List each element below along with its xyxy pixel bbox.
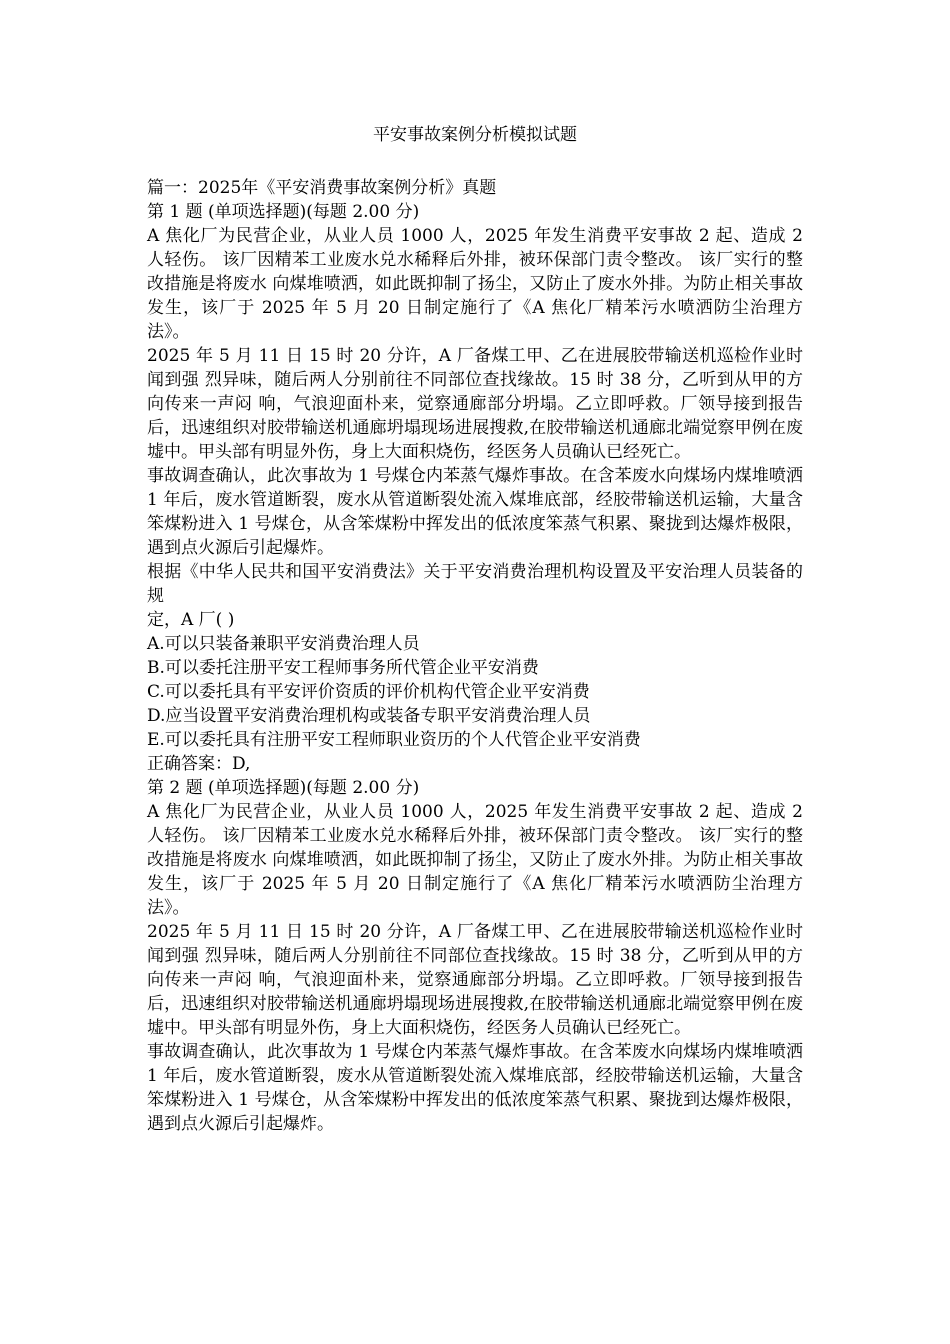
question-1-paragraph-3: 事故调查确认，此次事故为 1 号煤仓内苯蒸气爆炸事故。在含苯废水向煤场内煤堆喷洒 1 年后，废水管道断裂，废水从管道断裂处流入煤堆底部，经胶带输送机运输，大量含笨煤粉进入 1 号煤仓，从含笨煤粉中挥发出的低浓度笨蒸气积累、聚拢到达爆炸极限，遇到点火源后引起爆炸。: [147, 466, 803, 558]
question-1-option-b: B.可以委托注册平安工程师事务所代管企业平安消费: [147, 658, 539, 678]
question-2-paragraph-1: A 焦化厂为民营企业，从业人员 1000 人，2025 年发生消费平安事故 2 起、造成 2 人轻伤。 该厂因精苯工业废水兑水稀释后外排，被环保部门责令整改。 该厂实行的整改措施是将废水 向煤堆喷洒，如此既抑制了扬尘，又防止了废水外排。为防止相关事故发生，该厂于 2025 年 5 月 20 日制定施行了《A 焦化厂精苯污水喷洒防尘治理方法》。: [147, 802, 803, 918]
question-2-paragraph-3: 事故调查确认，此次事故为 1 号煤仓内苯蒸气爆炸事故。在含苯废水向煤场内煤堆喷洒 1 年后，废水管道断裂，废水从管道断裂处流入煤堆底部，经胶带输送机运输，大量含笨煤粉进入 1 号煤仓，从含笨煤粉中挥发出的低浓度笨蒸气积累、聚拢到达爆炸极限，遇到点火源后引起爆炸。: [147, 1042, 803, 1134]
question-2-header: 第 2 题 (单项选择题)(每题 2.00 分): [147, 778, 420, 798]
document-page: [147, 120, 803, 1136]
question-2-paragraph-2: 2025 年 5 月 11 日 15 时 20 分许，A 厂备煤工甲、乙在进展胶带输送机巡检作业时闻到强 烈异味，随后两人分别前往不同部位查找缘故。15 时 38 分，乙听到从甲的方向传来一声闷 响，气浪迎面朴来，觉察通廊部分坍塌。乙立即呼救。厂领导接到报告后，迅速组织对胶带输送机通廊坍塌现场进展搜救,在胶带输送机通廊北端觉察甲例在废墟中。甲头部有明显外伤，身上大面积烧伤，经医务人员确认已经死亡。: [147, 922, 803, 1038]
question-1-prompt-end: 定，A 厂( ): [147, 610, 235, 630]
question-1-prompt: 根据《中华人民共和国平安消费法》关于平安消费治理机构设置及平安治理人员装备的规: [147, 562, 803, 606]
question-1-header: 第 1 题 (单项选择题)(每题 2.00 分): [147, 202, 420, 222]
question-1-option-e: E.可以委托具有注册平安工程师职业资历的个人代管企业平安消费: [147, 730, 641, 750]
section-heading: 篇一：2025年《平安消费事故案例分析》真题: [147, 178, 497, 198]
question-1-paragraph-2: 2025 年 5 月 11 日 15 时 20 分许，A 厂备煤工甲、乙在进展胶带输送机巡检作业时闻到强 烈异味，随后两人分别前往不同部位查找缘故。15 时 38 分，乙听到从甲的方向传来一声闷 响，气浪迎面朴来，觉察通廊部分坍塌。乙立即呼救。厂领导接到报告后，迅速组织对胶带输送机通廊坍塌现场进展搜救,在胶带输送机通廊北端觉察甲例在废墟中。甲头部有明显外伤，身上大面积烧伤，经医务人员确认已经死亡。: [147, 346, 803, 462]
question-1-answer: 正确答案：D,: [147, 754, 251, 774]
question-1-option-a: A.可以只装备兼职平安消费治理人员: [147, 634, 420, 654]
question-1-paragraph-1: A 焦化厂为民营企业，从业人员 1000 人，2025 年发生消费平安事故 2 起、造成 2 人轻伤。 该厂因精苯工业废水兑水稀释后外排，被环保部门责令整改。 该厂实行的整改措施是将废水 向煤堆喷洒，如此既抑制了扬尘，又防止了废水外排。为防止相关事故发生，该厂于 2025 年 5 月 20 日制定施行了《A 焦化厂精苯污水喷洒防尘治理方法》。: [147, 226, 803, 342]
question-1-option-d: D.应当设置平安消费治理机构或装备专职平安消费治理人员: [147, 706, 591, 726]
question-1-option-c: C.可以委托具有平安评价资质的评价机构代管企业平安消费: [147, 682, 590, 702]
document-title: 平安事故案例分析模拟试题: [373, 125, 577, 145]
